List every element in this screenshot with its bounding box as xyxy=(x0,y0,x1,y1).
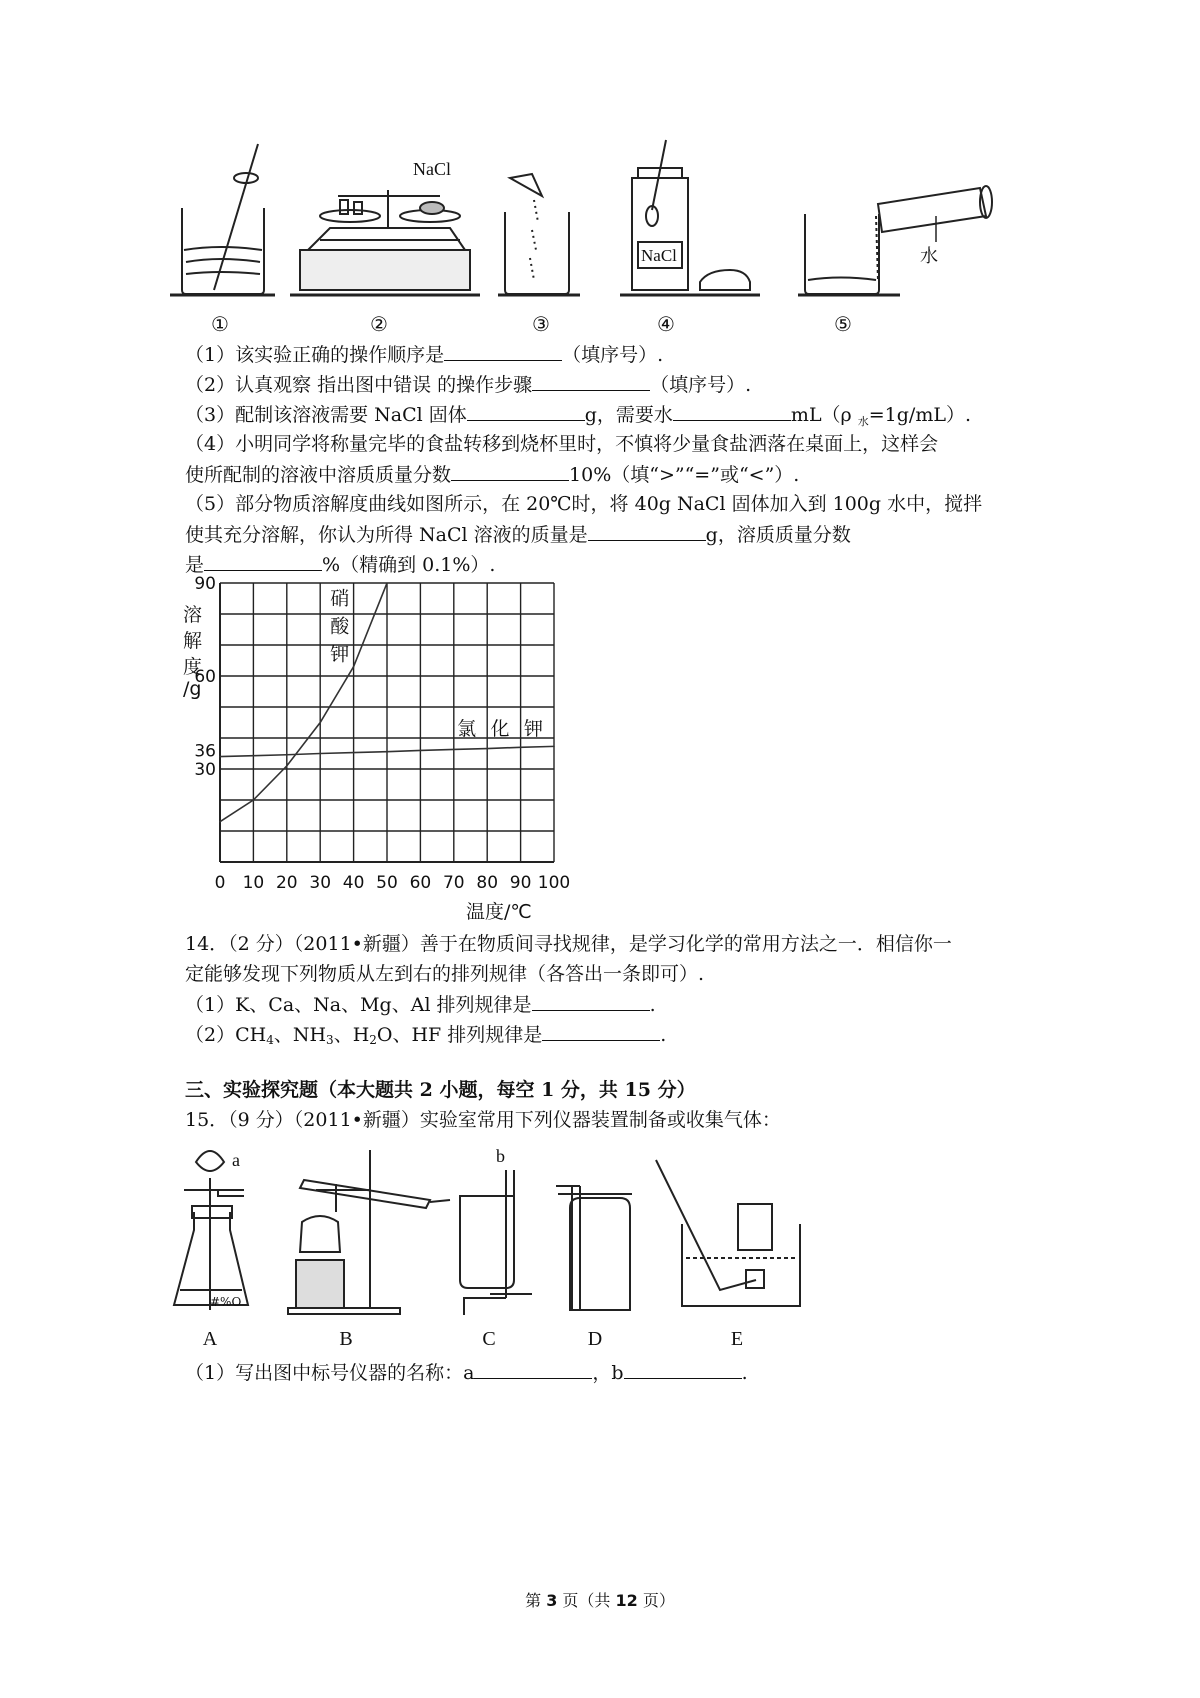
x-tick-label: 70 xyxy=(442,873,465,893)
y-label-char: 溶 xyxy=(183,604,203,626)
data-point xyxy=(420,750,422,752)
y-tick-label: 36 xyxy=(194,741,216,762)
x-tick-label: 40 xyxy=(342,873,365,893)
data-point xyxy=(319,753,321,755)
svg-text:#%O: #%O xyxy=(210,1295,242,1309)
data-point xyxy=(286,754,288,756)
apparatus-label-B: B xyxy=(339,1328,353,1350)
q13-part1: （1）该实验正确的操作顺序是 （填序号）. xyxy=(185,344,664,366)
nacl-top-label: NaCl xyxy=(413,159,451,179)
step-label-5: ⑤ xyxy=(834,312,852,336)
answer-blank[interactable] xyxy=(444,342,562,361)
chart-x-label: 温度/℃ xyxy=(466,901,532,923)
step-label-1: ① xyxy=(211,312,229,336)
data-point xyxy=(453,749,455,751)
series-label-char: 硝 xyxy=(330,587,350,610)
x-tick-label: 20 xyxy=(275,873,298,893)
x-tick-label: 80 xyxy=(476,873,499,893)
y-tick-label: 60 xyxy=(194,667,216,687)
step-label-2: ② xyxy=(370,312,388,336)
q15-part1: （1）写出图中标号仪器的名称：a ，b . xyxy=(185,1362,748,1384)
water-label: 水 xyxy=(920,246,938,267)
x-tick-label: 30 xyxy=(309,873,332,893)
answer-blank[interactable] xyxy=(542,1022,660,1041)
q13-part5-line1: （5）部分物质溶解度曲线如图所示，在 20℃时，将 40g NaCl 固体加入到 100g 水中，搅拌 xyxy=(185,493,983,515)
answer-blank[interactable] xyxy=(204,552,322,571)
y-label-char: 度 xyxy=(183,656,203,678)
nacl-jar-label: NaCl xyxy=(641,246,677,265)
step-label-3: ③ xyxy=(532,312,550,336)
section-3-heading: 三、实验探究题（本大题共 2 小题，每空 1 分，共 15 分） xyxy=(185,1079,696,1101)
page-total: 12 xyxy=(615,1591,638,1610)
series-label-char: 氯 xyxy=(457,717,477,740)
q13-part5-line3: 是 %（精确到 0.1%）. xyxy=(185,554,496,576)
q13-part5-line2: 使其充分溶解，你认为所得 NaCl 溶液的质量是 g，溶质质量分数 xyxy=(185,524,851,546)
apparatus-label-A: A xyxy=(202,1328,218,1350)
data-point xyxy=(553,746,555,748)
data-point xyxy=(386,751,388,753)
answer-blank[interactable] xyxy=(588,522,706,541)
data-point xyxy=(253,755,255,757)
x-tick-label: 60 xyxy=(409,873,432,893)
procedure-figure xyxy=(160,130,1030,340)
data-point xyxy=(286,765,288,767)
answer-blank[interactable] xyxy=(474,1360,592,1379)
q14-line1: 14．（2 分）（2011•新疆）善于在物质间寻找规律，是学习化学的常用方法之一．相信你一 xyxy=(185,933,952,955)
answer-blank[interactable] xyxy=(467,402,585,421)
solubility-chart xyxy=(180,575,600,920)
series-label-char: 钾 xyxy=(523,717,543,740)
y-label-char: 解 xyxy=(183,630,203,652)
data-point xyxy=(253,799,255,801)
q13-part4-line2: 使所配制的溶液中溶质质量分数 10%（填“>”“=”或“<”）. xyxy=(185,464,800,486)
q13-part3: （3）配制该溶液需要 NaCl 固体 g，需要水 mL（ρ $_水$=1g/mL）. xyxy=(185,404,972,428)
series-label-char: 钾 xyxy=(330,643,350,666)
x-tick-label: 100 xyxy=(537,873,571,893)
x-tick-label: 90 xyxy=(509,873,532,893)
mark-b: b xyxy=(496,1146,505,1166)
answer-blank[interactable] xyxy=(451,462,569,481)
q15-line1: 15．（9 分）（2011•新疆）实验室常用下列仪器装置制备或收集气体： xyxy=(185,1109,781,1131)
y-label-char: /g xyxy=(183,678,202,700)
apparatus-label-E: E xyxy=(730,1328,744,1350)
x-tick-label: 0 xyxy=(214,873,226,893)
data-point xyxy=(520,747,522,749)
apparatus-label-D: D xyxy=(587,1328,603,1350)
series-label-char: 酸 xyxy=(330,615,350,638)
x-tick-label: 50 xyxy=(376,873,398,893)
q13-part2: （2）认真观察 指出图中错误 的操作步骤 （填序号）. xyxy=(185,374,752,396)
data-point xyxy=(386,582,388,584)
answer-blank[interactable] xyxy=(624,1360,742,1379)
page-number: 3 xyxy=(546,1591,558,1610)
data-point xyxy=(353,666,355,668)
data-point xyxy=(219,821,221,823)
mark-a: a xyxy=(232,1150,240,1170)
answer-blank[interactable] xyxy=(532,372,650,391)
step-label-4: ④ xyxy=(657,312,675,336)
apparatus-label-C: C xyxy=(482,1328,496,1350)
data-point xyxy=(486,748,488,750)
apparatus-figure xyxy=(160,1140,820,1325)
y-tick-label: 30 xyxy=(194,760,216,780)
data-point xyxy=(319,722,321,724)
series-label-char: 化 xyxy=(490,717,510,740)
answer-blank[interactable] xyxy=(532,992,650,1011)
series-line-0 xyxy=(220,583,387,822)
answer-blank[interactable] xyxy=(673,402,791,421)
data-point xyxy=(219,756,221,758)
q14-part2: $(2)CH_4$、$NH_3$、$H_2O$、HF 排列规律是 . xyxy=(185,1024,667,1047)
q14-line2: 定能够发现下列物质从左到右的排列规律（各答出一条即可）. xyxy=(185,963,705,985)
q14-part1: （1）K、Ca、Na、Mg、Al 排列规律是 . xyxy=(185,994,656,1016)
x-tick-label: 10 xyxy=(242,873,265,893)
y-tick-label: 90 xyxy=(194,575,216,594)
data-point xyxy=(353,752,355,754)
q13-part4-line1: （4）小明同学将称量完毕的食盐转移到烧杯里时，不慎将少量食盐洒落在桌面上，这样会 xyxy=(185,433,939,455)
page-footer: 第 3 页（共 12 页） xyxy=(525,1591,675,1610)
